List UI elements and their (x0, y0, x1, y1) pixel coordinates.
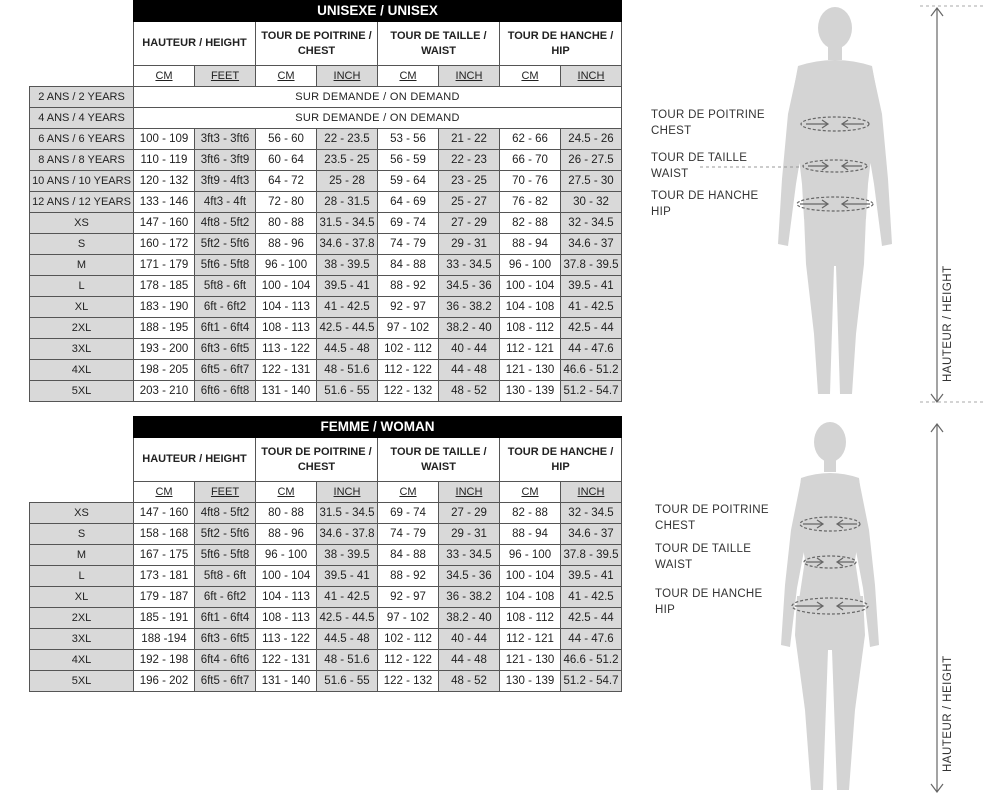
header-hip: TOUR DE HANCHE / HIP (500, 438, 622, 482)
table-cell: 3ft6 - 3ft9 (195, 149, 256, 170)
chest-label-en: CHEST (655, 520, 696, 532)
table-cell: 198 - 205 (134, 359, 195, 380)
table-title-row (30, 417, 622, 438)
table-cell: 5ft6 - 5ft8 (195, 544, 256, 565)
table-cell: 36 - 38.2 (439, 296, 500, 317)
table-row (30, 607, 622, 628)
table-cell: 84 - 88 (378, 254, 439, 275)
size-label: 2XL (30, 317, 134, 338)
table-cell: 27 - 29 (439, 212, 500, 233)
table-cell: 4ft8 - 5ft2 (195, 212, 256, 233)
waist-label-fr: TOUR DE TAILLE (651, 152, 748, 164)
unit-cell: CM (378, 66, 439, 87)
waist-label-en: WAIST (651, 168, 689, 180)
table-cell: 6ft3 - 6ft5 (195, 628, 256, 649)
table-row (30, 649, 622, 670)
unit-cell: CM (378, 482, 439, 503)
table-cell: 173 - 181 (134, 565, 195, 586)
table-row (30, 296, 622, 317)
header-hip: TOUR DE HANCHE / HIP (500, 22, 622, 66)
table-cell: 51.2 - 54.7 (561, 380, 622, 401)
table-row (30, 275, 622, 296)
table-cell: 34.6 - 37 (561, 523, 622, 544)
table-row (30, 191, 622, 212)
table-cell: 188 - 195 (134, 317, 195, 338)
table-cell: 92 - 97 (378, 586, 439, 607)
woman-waist-label (655, 541, 751, 573)
table-row (30, 317, 622, 338)
table-cell: 44.5 - 48 (317, 628, 378, 649)
table-cell: 34.6 - 37.8 (317, 523, 378, 544)
table-cell: 185 - 191 (134, 607, 195, 628)
size-label: 8 ANS / 8 YEARS (30, 149, 134, 170)
table-cell: 121 - 130 (500, 649, 561, 670)
table-cell: 5ft8 - 6ft (195, 565, 256, 586)
table-cell: 80 - 88 (256, 502, 317, 523)
on-demand-cell: SUR DEMANDE / ON DEMAND (134, 86, 622, 107)
table-cell: 100 - 109 (134, 128, 195, 149)
size-label: L (30, 565, 134, 586)
table-cell: 112 - 121 (500, 628, 561, 649)
table-cell: 108 - 112 (500, 317, 561, 338)
table-cell: 6ft - 6ft2 (195, 586, 256, 607)
table-cell: 39.5 - 41 (561, 565, 622, 586)
table-row (30, 107, 622, 128)
table-cell: 131 - 140 (256, 670, 317, 691)
table-cell: 130 - 139 (500, 380, 561, 401)
blank-cell (30, 482, 134, 503)
table-cell: 44 - 48 (439, 359, 500, 380)
table-cell: 39.5 - 41 (317, 275, 378, 296)
table-cell: 51.6 - 55 (317, 380, 378, 401)
unit-cell: CM (134, 482, 195, 503)
table-cell: 179 - 187 (134, 586, 195, 607)
table-cell: 113 - 122 (256, 628, 317, 649)
table-cell: 104 - 113 (256, 586, 317, 607)
unit-cell: CM (500, 66, 561, 87)
table-cell: 76 - 82 (500, 191, 561, 212)
table-cell: 48 - 52 (439, 670, 500, 691)
woman-chest-label (655, 502, 769, 534)
table-cell: 122 - 131 (256, 359, 317, 380)
table-cell: 102 - 112 (378, 628, 439, 649)
table-cell: 33 - 34.5 (439, 544, 500, 565)
table-cell: 38.2 - 40 (439, 317, 500, 338)
table-cell: 34.5 - 36 (439, 275, 500, 296)
table-cell: 64 - 69 (378, 191, 439, 212)
table-units-row (30, 482, 622, 503)
table-cell: 113 - 122 (256, 338, 317, 359)
table-cell: 40 - 44 (439, 628, 500, 649)
table-cell: 3ft9 - 4ft3 (195, 170, 256, 191)
table-cell: 102 - 112 (378, 338, 439, 359)
table-cell: 92 - 97 (378, 296, 439, 317)
chest-label-fr: TOUR DE POITRINE (651, 109, 765, 121)
unisex-hip-label (651, 188, 759, 220)
blank-cell (30, 1, 134, 22)
blank-cell (30, 438, 134, 482)
table-cell: 29 - 31 (439, 233, 500, 254)
table-cell: 31.5 - 34.5 (317, 212, 378, 233)
table-row (30, 212, 622, 233)
unit-cell: FEET (195, 66, 256, 87)
size-label: 5XL (30, 380, 134, 401)
header-chest: TOUR DE POITRINE / CHEST (256, 438, 378, 482)
table-cell: 167 - 175 (134, 544, 195, 565)
table-cell: 193 - 200 (134, 338, 195, 359)
table-cell: 37.8 - 39.5 (561, 254, 622, 275)
table-cell: 96 - 100 (256, 544, 317, 565)
table-cell: 84 - 88 (378, 544, 439, 565)
table-cell: 51.6 - 55 (317, 670, 378, 691)
table-cell: 110 - 119 (134, 149, 195, 170)
table-cell: 131 - 140 (256, 380, 317, 401)
table-cell: 59 - 64 (378, 170, 439, 191)
table-cell: 160 - 172 (134, 233, 195, 254)
table-cell: 42.5 - 44.5 (317, 317, 378, 338)
table-row (30, 586, 622, 607)
table-cell: 32 - 34.5 (561, 212, 622, 233)
header-height: HAUTEUR / HEIGHT (134, 22, 256, 66)
table-cell: 108 - 113 (256, 317, 317, 338)
header-waist: TOUR DE TAILLE / WAIST (378, 22, 500, 66)
table-cell: 42.5 - 44 (561, 317, 622, 338)
table-cell: 97 - 102 (378, 607, 439, 628)
table-cell: 88 - 92 (378, 275, 439, 296)
size-label: S (30, 233, 134, 254)
table-cell: 69 - 74 (378, 502, 439, 523)
woman-height-label: HAUTEUR / HEIGHT (942, 655, 954, 772)
table-cell: 34.6 - 37.8 (317, 233, 378, 254)
table-cell: 178 - 185 (134, 275, 195, 296)
table-cell: 56 - 59 (378, 149, 439, 170)
table-cell: 37.8 - 39.5 (561, 544, 622, 565)
waist-label-en: WAIST (655, 559, 693, 571)
table-cell: 5ft2 - 5ft6 (195, 233, 256, 254)
table-cell: 6ft1 - 6ft4 (195, 317, 256, 338)
chest-label-fr: TOUR DE POITRINE (655, 504, 769, 516)
table-cell: 53 - 56 (378, 128, 439, 149)
header-height: HAUTEUR / HEIGHT (134, 438, 256, 482)
table-cell: 48 - 51.6 (317, 359, 378, 380)
table-cell: 64 - 72 (256, 170, 317, 191)
table-cell: 96 - 100 (256, 254, 317, 275)
unit-cell: INCH (561, 66, 622, 87)
table-cell: 147 - 160 (134, 502, 195, 523)
table-cell: 196 - 202 (134, 670, 195, 691)
table-cell: 22 - 23 (439, 149, 500, 170)
table-cell: 120 - 132 (134, 170, 195, 191)
woman-table-body (30, 417, 622, 692)
size-label: XL (30, 296, 134, 317)
size-label: 5XL (30, 670, 134, 691)
table-cell: 192 - 198 (134, 649, 195, 670)
table-cell: 130 - 139 (500, 670, 561, 691)
table-cell: 23 - 25 (439, 170, 500, 191)
table-cell: 112 - 121 (500, 338, 561, 359)
table-cell: 6ft - 6ft2 (195, 296, 256, 317)
table-cell: 39.5 - 41 (561, 275, 622, 296)
table-cell: 41 - 42.5 (561, 296, 622, 317)
table-cell: 100 - 104 (256, 565, 317, 586)
table-cell: 44 - 48 (439, 649, 500, 670)
table-cell: 32 - 34.5 (561, 502, 622, 523)
woman-table-title: FEMME / WOMAN (134, 417, 622, 438)
table-cell: 44.5 - 48 (317, 338, 378, 359)
table-cell: 122 - 132 (378, 380, 439, 401)
table-cell: 41 - 42.5 (561, 586, 622, 607)
table-cell: 21 - 22 (439, 128, 500, 149)
table-header-row (30, 22, 622, 66)
table-row (30, 149, 622, 170)
table-units-row (30, 66, 622, 87)
unit-cell: CM (256, 482, 317, 503)
unisex-table-body (30, 1, 622, 402)
table-cell: 29 - 31 (439, 523, 500, 544)
table-cell: 4ft3 - 4ft (195, 191, 256, 212)
table-cell: 34.5 - 36 (439, 565, 500, 586)
table-cell: 25 - 27 (439, 191, 500, 212)
table-cell: 46.6 - 51.2 (561, 649, 622, 670)
table-cell: 88 - 96 (256, 523, 317, 544)
table-cell: 72 - 80 (256, 191, 317, 212)
table-cell: 41 - 42.5 (317, 296, 378, 317)
size-label: 3XL (30, 628, 134, 649)
table-row (30, 565, 622, 586)
table-cell: 31.5 - 34.5 (317, 502, 378, 523)
size-label: 3XL (30, 338, 134, 359)
chest-label-en: CHEST (651, 125, 692, 137)
table-row (30, 380, 622, 401)
table-cell: 112 - 122 (378, 359, 439, 380)
table-cell: 74 - 79 (378, 523, 439, 544)
table-row (30, 628, 622, 649)
size-label: 4XL (30, 649, 134, 670)
table-cell: 69 - 74 (378, 212, 439, 233)
female-silhouette-icon (775, 420, 885, 795)
table-cell: 121 - 130 (500, 359, 561, 380)
size-label: XS (30, 212, 134, 233)
table-cell: 88 - 94 (500, 233, 561, 254)
table-cell: 27 - 29 (439, 502, 500, 523)
unit-cell: CM (256, 66, 317, 87)
table-row (30, 338, 622, 359)
table-cell: 44 - 47.6 (561, 628, 622, 649)
table-cell: 82 - 88 (500, 502, 561, 523)
table-cell: 104 - 113 (256, 296, 317, 317)
unit-cell: CM (134, 66, 195, 87)
table-cell: 27.5 - 30 (561, 170, 622, 191)
table-cell: 34.6 - 37 (561, 233, 622, 254)
table-cell: 42.5 - 44 (561, 607, 622, 628)
woman-size-table (29, 416, 622, 692)
table-cell: 133 - 146 (134, 191, 195, 212)
table-cell: 183 - 190 (134, 296, 195, 317)
table-cell: 42.5 - 44.5 (317, 607, 378, 628)
size-label: 12 ANS / 12 YEARS (30, 191, 134, 212)
table-row (30, 128, 622, 149)
table-cell: 112 - 122 (378, 649, 439, 670)
unit-cell: INCH (439, 482, 500, 503)
size-label: M (30, 544, 134, 565)
size-label: M (30, 254, 134, 275)
on-demand-cell: SUR DEMANDE / ON DEMAND (134, 107, 622, 128)
table-row (30, 502, 622, 523)
table-cell: 26 - 27.5 (561, 149, 622, 170)
unisex-waist-label (651, 150, 747, 182)
table-cell: 62 - 66 (500, 128, 561, 149)
table-cell: 38.2 - 40 (439, 607, 500, 628)
size-label: 2 ANS / 2 YEARS (30, 86, 134, 107)
table-cell: 104 - 108 (500, 296, 561, 317)
table-cell: 122 - 132 (378, 670, 439, 691)
table-cell: 39.5 - 41 (317, 565, 378, 586)
table-title-row (30, 1, 622, 22)
table-cell: 6ft3 - 6ft5 (195, 338, 256, 359)
unit-cell: INCH (317, 66, 378, 87)
table-cell: 147 - 160 (134, 212, 195, 233)
table-cell: 28 - 31.5 (317, 191, 378, 212)
table-cell: 44 - 47.6 (561, 338, 622, 359)
waist-label-fr: TOUR DE TAILLE (655, 543, 752, 555)
table-cell: 41 - 42.5 (317, 586, 378, 607)
table-row (30, 86, 622, 107)
table-cell: 188 -194 (134, 628, 195, 649)
unit-cell: CM (500, 482, 561, 503)
table-cell: 38 - 39.5 (317, 544, 378, 565)
size-label: S (30, 523, 134, 544)
size-label: 6 ANS / 6 YEARS (30, 128, 134, 149)
hip-label-en: HIP (651, 206, 672, 218)
table-cell: 66 - 70 (500, 149, 561, 170)
table-cell: 5ft6 - 5ft8 (195, 254, 256, 275)
table-cell: 97 - 102 (378, 317, 439, 338)
size-label: 4 ANS / 4 YEARS (30, 107, 134, 128)
size-label: 2XL (30, 607, 134, 628)
blank-cell (30, 417, 134, 438)
unit-cell: INCH (561, 482, 622, 503)
hip-label-fr: TOUR DE HANCHE (655, 588, 763, 600)
table-cell: 46.6 - 51.2 (561, 359, 622, 380)
table-cell: 48 - 52 (439, 380, 500, 401)
table-cell: 171 - 179 (134, 254, 195, 275)
table-cell: 33 - 34.5 (439, 254, 500, 275)
table-cell: 96 - 100 (500, 544, 561, 565)
table-cell: 4ft8 - 5ft2 (195, 502, 256, 523)
table-cell: 25 - 28 (317, 170, 378, 191)
table-cell: 22 - 23.5 (317, 128, 378, 149)
table-cell: 3ft3 - 3ft6 (195, 128, 256, 149)
table-cell: 38 - 39.5 (317, 254, 378, 275)
table-cell: 100 - 104 (256, 275, 317, 296)
table-cell: 88 - 96 (256, 233, 317, 254)
table-cell: 104 - 108 (500, 586, 561, 607)
table-cell: 24.5 - 26 (561, 128, 622, 149)
table-row (30, 523, 622, 544)
hip-label-en: HIP (655, 604, 676, 616)
table-cell: 51.2 - 54.7 (561, 670, 622, 691)
table-cell: 6ft5 - 6ft7 (195, 359, 256, 380)
table-cell: 96 - 100 (500, 254, 561, 275)
unisex-height-label: HAUTEUR / HEIGHT (942, 265, 954, 382)
table-cell: 100 - 104 (500, 275, 561, 296)
size-label: XL (30, 586, 134, 607)
table-cell: 5ft8 - 6ft (195, 275, 256, 296)
table-row (30, 359, 622, 380)
size-label: XS (30, 502, 134, 523)
unit-cell: INCH (439, 66, 500, 87)
table-cell: 23.5 - 25 (317, 149, 378, 170)
hip-label-fr: TOUR DE HANCHE (651, 190, 759, 202)
table-cell: 30 - 32 (561, 191, 622, 212)
table-cell: 6ft6 - 6ft8 (195, 380, 256, 401)
unit-cell: FEET (195, 482, 256, 503)
table-cell: 108 - 112 (500, 607, 561, 628)
table-cell: 70 - 76 (500, 170, 561, 191)
table-cell: 88 - 92 (378, 565, 439, 586)
table-row (30, 544, 622, 565)
header-chest: TOUR DE POITRINE / CHEST (256, 22, 378, 66)
unit-cell: INCH (317, 482, 378, 503)
table-row (30, 233, 622, 254)
size-label: 4XL (30, 359, 134, 380)
table-cell: 40 - 44 (439, 338, 500, 359)
header-waist: TOUR DE TAILLE / WAIST (378, 438, 500, 482)
table-row (30, 670, 622, 691)
table-cell: 6ft4 - 6ft6 (195, 649, 256, 670)
table-cell: 6ft5 - 6ft7 (195, 670, 256, 691)
unisex-table-title: UNISEXE / UNISEX (134, 1, 622, 22)
table-header-row (30, 438, 622, 482)
table-cell: 100 - 104 (500, 565, 561, 586)
table-cell: 80 - 88 (256, 212, 317, 233)
unisex-size-table (29, 0, 622, 402)
table-cell: 60 - 64 (256, 149, 317, 170)
table-cell: 74 - 79 (378, 233, 439, 254)
table-cell: 122 - 131 (256, 649, 317, 670)
blank-cell (30, 66, 134, 87)
blank-cell (30, 22, 134, 66)
table-cell: 56 - 60 (256, 128, 317, 149)
woman-hip-label (655, 586, 763, 618)
table-cell: 6ft1 - 6ft4 (195, 607, 256, 628)
table-cell: 48 - 51.6 (317, 649, 378, 670)
size-label: 10 ANS / 10 YEARS (30, 170, 134, 191)
table-cell: 82 - 88 (500, 212, 561, 233)
table-row (30, 170, 622, 191)
table-cell: 203 - 210 (134, 380, 195, 401)
table-cell: 108 - 113 (256, 607, 317, 628)
table-row (30, 254, 622, 275)
table-cell: 5ft2 - 5ft6 (195, 523, 256, 544)
size-label: L (30, 275, 134, 296)
table-cell: 36 - 38.2 (439, 586, 500, 607)
unisex-chest-label (651, 107, 765, 139)
table-cell: 158 - 168 (134, 523, 195, 544)
table-cell: 88 - 94 (500, 523, 561, 544)
